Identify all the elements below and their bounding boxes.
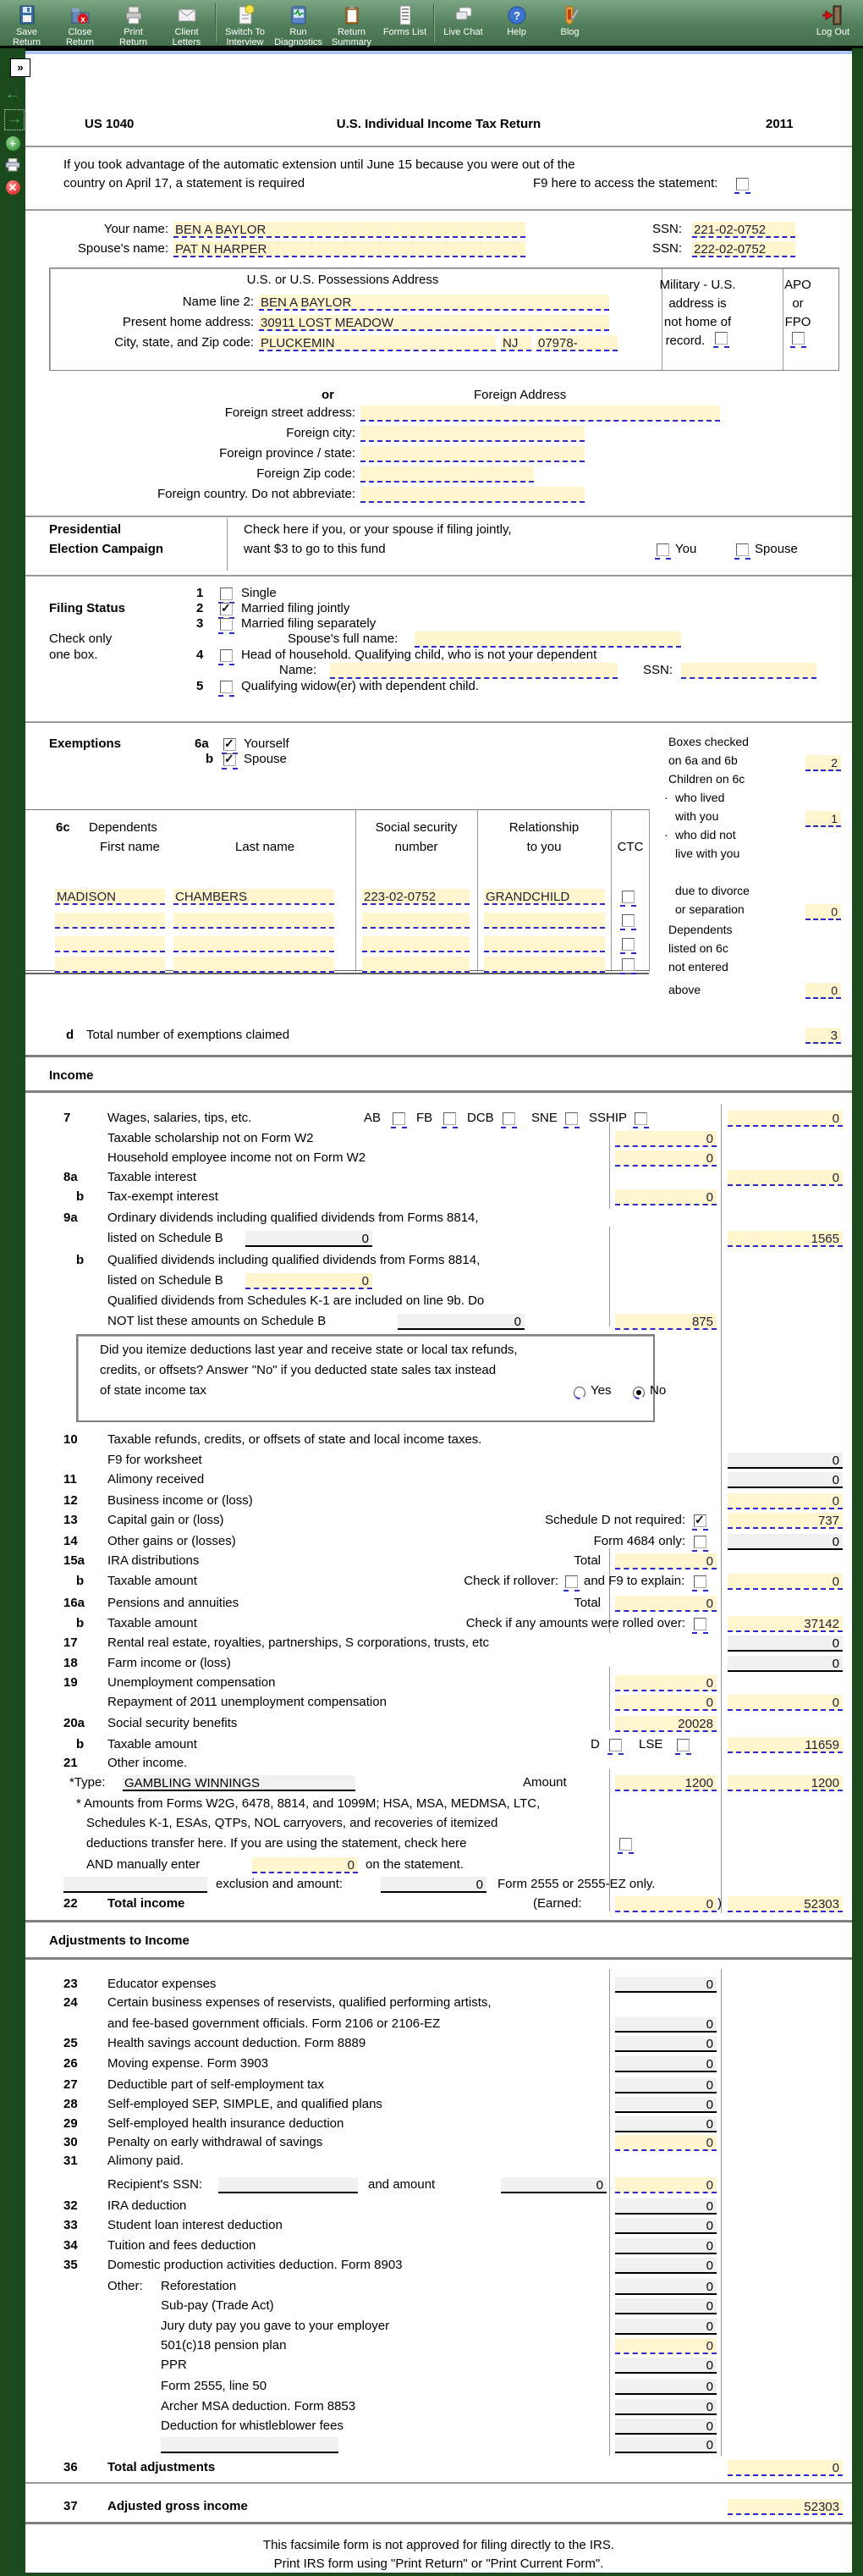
line7-amount[interactable]: 0 [728, 1111, 843, 1127]
boxes-6ab-count: 2 [805, 755, 841, 771]
line16a-row: 16a Pensions and annuities Total 0 [25, 1596, 852, 1615]
taxable-refunds-amount: 0 [728, 1453, 843, 1469]
foreign-city-field[interactable] [360, 426, 585, 442]
earned-income-amount[interactable]: 0 [615, 1896, 717, 1912]
help-button[interactable]: ? Help [490, 3, 543, 37]
exemptions-heading: Exemptions [49, 736, 122, 751]
filing-status-heading: Filing Status [49, 601, 125, 615]
line21-note3: deductions transfer here. If you are using the statement, check here [25, 1836, 852, 1856]
alimony-received-amount: 0 [728, 1472, 843, 1488]
ira-taxable-amount[interactable]: 0 [728, 1574, 843, 1590]
mfs-spouse-name-field[interactable] [415, 632, 681, 648]
capital-gain-amount[interactable]: 737 [728, 1513, 843, 1529]
foreign-zip-row: Foreign Zip code: [25, 466, 852, 486]
exemptions-6a-row: Exemptions 6a ✓ Yourself [25, 736, 852, 756]
line28-row: 28 Self-employed SEP, SIMPLE, and qualified plans 0 [25, 2097, 852, 2116]
divider [25, 1055, 852, 1057]
se-health-insurance-amount: 0 [615, 2116, 717, 2132]
forms-list-icon [378, 3, 432, 27]
line21-note2: Schedules K-1, ESAs, QTPs, NOL carryovers, and recoveries of itemized [86, 1816, 498, 1830]
line33-row: 33 Student loan interest deduction 0 [25, 2218, 852, 2237]
toolbar-separator [433, 3, 435, 42]
line7-scholarship-row: Taxable scholarship not on Form W2 0 [25, 1131, 852, 1150]
ordinary-dividends-amount[interactable]: 1565 [728, 1231, 843, 1247]
se-tax-deduction-amount: 0 [615, 2077, 717, 2093]
line26-row: 26 Moving expense. Form 3903 0 [25, 2056, 852, 2076]
foreign-province-row: Foreign province / state: [25, 446, 852, 466]
line24-row1: 24 Certain business expenses of reservists, qualified performing artists, [63, 1995, 492, 2010]
other-pension-row: 501(c)18 pension plan 0 [25, 2338, 852, 2358]
live-chat-button[interactable]: Live Chat [437, 3, 490, 37]
dependent-last-name[interactable] [173, 957, 334, 973]
left-sidebar [0, 48, 25, 2573]
run-diagnostics-button[interactable]: Run Diagnostics [272, 3, 325, 47]
military-checkbox[interactable] [713, 332, 729, 348]
wages-sship-checkbox[interactable] [633, 1112, 649, 1128]
city-state-zip-row: City, state, and Zip code: PLUCKEMIN NJ 07978- [25, 335, 852, 355]
educator-expenses-amount: 0 [615, 1977, 717, 1993]
tax-form-1040: US 1040 U.S. Individual Income Tax Return 2011 If you took advantage of the automatic extension until June 15 because you were out of the country on April 17, a statement is required F9 here to access the statement: Your name: BEN A BAYLOR SSN: 221-02-0752 Spouse's name: PAT N HARPER SSN: 222-02-0752 U.S. or U.S. Possessions Address Name line 2: BEN A BAYLOR Present home address: 30911 LOST MEADOW City, state, and Zip code: PLUCKEMIN NJ 07978- Military - U.S. address is not home of record. APO or FPO or Foreign Address Foreign street address: Foreign city: Foreign province / state: Foreign Zip code: Foreign country. Do not abbreviate: Presidential Check here if you, or your spouse if filing jointly, Election Campaign want $3 to go to this fund You Spouse 1 Single Filing Status 2 ✓ Married filing jointly 3 Married filing separately Check only Spouse's full name: one box. 4 Head of household. Qualifying child, who is not your dependent Name: SSN: 5 Qualifying widow(er) with dependent child. Exemptions 6a ✓ Yourself b ✓ Spouse Boxes checked on 6a and 6b 2 Children on 6c · who lived with you 1 · who did not live with you due to divorce or separation 0 Dependents listed on 6c not entered above 0 6c Dependents First name Last name Social security number Relationship to you CTC MADISON CHAMBERS 223-02-0752 GRANDCHILD d Total number of exemptions claimed 3 Income 7 Wages, salaries, tips, etc. AB FB DCB SNE SSHIP 0 Taxable scholarship not on Form W2 0 Household employee income not on Form W2 0 8a Taxable interest 0 b Tax-exempt interest 0 9a Ordinary dividends including qualified dividends from Forms 8814, listed on Schedule B 0 1565 b Qualified dividends including qualified dividends from Forms 8814, listed on Schedule B 0 Qualified dividends from Schedules K-1 are included on line 9b. Do NOT list these amounts on Schedule B 0 875 Did you itemize deductions last year and receive state or local tax refunds, credits, or offsets? Answer "No" if you deducted state sales tax instead of state income tax Yes No 10 Taxable refunds, credits, or offsets of state and local income taxes. F9 for worksheet 0 11 Alimony received 0 12 Business income or (loss) 0 13 Capital gain or (loss) Schedule D not required: ✓ 737 14 Other gains or (losses) Form 4684 only: 0 15a IRA distributions Total 0 b Taxable amount Check if rollover: and F9 to explain: 0 16a Pensions and annuities Total 0 b Taxable amount Check if any amounts were rolled over: 37142 17 Rental real estate, royalties, partnerships, S corporations, trusts, etc 0 18 Farm income or (loss) 0 19 Unemployment compensation 0 Repayment of 2011 unemployment compensation 0 0 20a Social security benefits 20028 b Taxable amount D LSE 11659 21 Other income. *Type: GAMBLING WINNINGS Amount 1200 1200 * Amounts from Forms W2G, 6478, 8814, and 1099M; HSA, MSA, MEDMSA, LTC, Schedules K-1, ESAs, QTPs, NOL carryovers, and recoveries of itemized deductions transfer here. If you are using the statement, check here AND manually enter 0 on the statement. exclusion and amount: 0 Form 2555 or 2555-EZ only. 22 Total income (Earned: 0 ) 52303 Adjustments to Income 23 Educator expenses 0 24 Certain business expenses of reservists, qualified performing artists, and fee-based government officials. Form 2106 or 2106-EZ 0 25 Health savings account deduction. Form 8889 0 26 Moving expense. Form 3903 0 27 Deductible part of self-employment tax 0 28 Self-employed SEP, SIMPLE, and qualified plans 0 29 Self-employed health insurance deduction 0 30 Penalty on early withdrawal of savings 0 31 Alimony paid. Recipient's SSN: and amount 0 0 32 IRA deduction 0 33 Student loan interest deduction 0 34 Tuition and fees deduction 0 35 Domestic production activities deduction. Form 8903 0 Other: Reforestation 0 Sub-pay (Trade Act) 0 Jury duty pay you gave to your employer 0 501(c)18 pension plan 0 PPR 0 Form 2555, line 50 0 Archer MSA deduction. Form 8853 0 Deduction for whistleblower fees 0 0 36 Total adjustments 0 37 Adjusted gross income 52303 This facsimile form is not approved for filing directly to the IRS. Print IRS form using "Print Return" or "Print Current Form". [25, 48, 852, 2573]
spouse-name-row: Spouse's name: PAT N HARPER SSN: 222-02-0752 [25, 241, 852, 261]
your-name-row: Your name: BEN A BAYLOR SSN: 221-02-0752 [25, 222, 852, 241]
spouse-name-field[interactable]: PAT N HARPER [173, 241, 525, 257]
ss-d-checkbox[interactable] [607, 1739, 624, 1755]
help-icon [490, 3, 543, 27]
your-ssn-field[interactable]: 221-02-0752 [692, 222, 795, 238]
apo-fpo-note: APO or FPO [758, 276, 838, 350]
print-form-icon[interactable] [4, 158, 21, 176]
dependent-first-name[interactable]: MADISON [55, 889, 165, 905]
early-withdrawal-penalty-amount[interactable]: 0 [615, 2135, 717, 2151]
ira-f9-explain-checkbox[interactable] [692, 1575, 708, 1591]
campaign-spouse-checkbox[interactable] [734, 543, 750, 560]
interview-icon [218, 3, 272, 27]
close-return-button[interactable]: x Close Return [53, 3, 107, 47]
line9b-schb-amount[interactable]: 0 [245, 1273, 372, 1289]
total-adjustments-amount[interactable]: 0 [728, 2460, 843, 2476]
exemptions-6b-row: b ✓ Spouse [25, 752, 852, 771]
line18-row: 18 Farm income or (loss) 0 [25, 1656, 852, 1675]
moving-expense-amount: 0 [615, 2056, 717, 2072]
close-return-icon [53, 3, 107, 27]
line24-row2: and fee-based government officials. Form 2106 or 2106-EZ 0 [25, 2016, 852, 2036]
line21-type-row: *Type: GAMBLING WINNINGS Amount 1200 1200 [25, 1775, 852, 1795]
line9a-row1: 9a Ordinary dividends including qualified dividends from Forms 8814, [63, 1211, 479, 1225]
filing-hoh-row: one box. 4 Head of household. Qualifying child, who is not your dependent [25, 648, 852, 667]
divider [25, 2482, 852, 2484]
other-income-total[interactable]: 1200 [728, 1775, 843, 1791]
manual-statement-amount[interactable]: 0 [252, 1857, 358, 1873]
line11-row: 11 Alimony received 0 [25, 1472, 852, 1492]
f9-statement-label: F9 here to access the statement: [533, 176, 718, 190]
military-note: Military - U.S. address is not home of record. [659, 278, 736, 348]
other-juryduty-row: Jury duty pay you gave to your employer 0 [25, 2319, 852, 2338]
line7-row: 7 Wages, salaries, tips, etc. AB FB DCB SNE SSHIP 0 [25, 1111, 852, 1130]
line21-row: 21 Other income. [63, 1756, 188, 1770]
line27-row: 27 Deductible part of self-employment tax 0 [25, 2077, 852, 2097]
qualified-dividends-amount[interactable]: 875 [615, 1314, 717, 1330]
filing-widow-row: 5 Qualifying widow(er) with dependent child. [25, 679, 852, 698]
taxable-interest-amount[interactable]: 0 [728, 1170, 843, 1186]
live-chat-icon [437, 3, 490, 27]
dependent-ctc-checkbox[interactable] [620, 958, 636, 974]
business-income-amount[interactable]: 0 [728, 1493, 843, 1509]
foreign-country-field[interactable] [360, 487, 585, 503]
svg-text:?: ? [513, 9, 520, 22]
divider [25, 721, 852, 723]
filing-single-row: 1 Single [25, 586, 852, 605]
forward-arrow-icon[interactable]: → [4, 109, 25, 130]
print-icon [107, 3, 160, 27]
line17-row: 17 Rental real estate, royalties, partnerships, S corporations, trusts, etc 0 [25, 1636, 852, 1655]
other-whistleblower-row: Deduction for whistleblower fees 0 [25, 2419, 852, 2438]
other-blank-field [161, 2437, 338, 2453]
client-letters-icon [160, 3, 213, 27]
line9b-k1-row2: NOT list these amounts on Schedule B 0 875 [25, 1314, 852, 1333]
hoh-child-ssn-field[interactable] [681, 663, 816, 679]
ira-rollover-checkbox[interactable] [563, 1575, 580, 1591]
line12-row: 12 Business income or (loss) 0 [25, 1493, 852, 1513]
name-line2-field[interactable]: BEN A BAYLOR [259, 295, 609, 311]
alimony-recipient-ssn-field [218, 2177, 358, 2193]
extension-statement-checkbox[interactable] [734, 178, 750, 194]
svg-text:x: x [80, 15, 85, 25]
line20b-row: b Taxable amount D LSE 11659 [25, 1737, 852, 1757]
line10-row1: 10 Taxable refunds, credits, or offsets of state and local income taxes. [63, 1432, 482, 1447]
children-lived-count: 1 [805, 811, 841, 827]
spouse-ssn-field[interactable]: 222-02-0752 [692, 241, 795, 257]
unemployment-net-amount[interactable]: 0 [728, 1695, 843, 1711]
filing-mfs-row: 3 Married filing separately [25, 616, 852, 636]
exclusion-row: exclusion and amount: 0 Form 2555 or 2555-EZ only. [25, 1877, 852, 1896]
divider [25, 146, 852, 147]
right-margin-strip [852, 48, 863, 2573]
apo-fpo-checkbox[interactable] [790, 332, 806, 348]
presidential-row1: Presidential Check here if you, or your spouse if filing jointly, [49, 522, 512, 537]
footer-line2: Print IRS form using "Print Return" or "Print Current Form". [273, 2557, 604, 2571]
hsa-deduction-amount: 0 [615, 2036, 717, 2052]
adjustments-heading-row [25, 1933, 852, 1953]
other-reforestation-row: Other: Reforestation 0 [25, 2279, 852, 2298]
line31-detail-row: Recipient's SSN: and amount 0 0 [25, 2177, 852, 2197]
print-return-button[interactable]: Print Return [107, 3, 160, 47]
state-field[interactable]: NJ [501, 335, 531, 351]
archer-msa-amount: 0 [615, 2399, 717, 2415]
pension-rollover-checkbox[interactable] [692, 1618, 708, 1634]
line25-row: 25 Health savings account deduction. Form 8889 0 [25, 2036, 852, 2055]
line10-row2: F9 for worksheet 0 [25, 1453, 852, 1472]
city-field[interactable]: PLUCKEMIN [259, 335, 496, 351]
foreign-city-row: Foreign city: [25, 426, 852, 445]
home-address-row: Present home address: 30911 LOST MEADOW [25, 315, 852, 334]
other-archer-row: Archer MSA deduction. Form 8853 0 [25, 2399, 852, 2419]
dependent-ssn[interactable] [362, 957, 470, 973]
line21-note1: * Amounts from Forms W2G, 6478, 8814, and 1099M; HSA, MSA, MEDMSA, LTC, [76, 1796, 541, 1811]
other-form2555-row: Form 2555, line 50 0 [25, 2379, 852, 2398]
hoh-child-name-field[interactable] [330, 663, 618, 679]
line13-row: 13 Capital gain or (loss) Schedule D not required: ✓ 737 [25, 1513, 852, 1532]
dependent-last-name[interactable]: CHAMBERS [173, 889, 334, 905]
exemption-spouse-checkbox[interactable] [222, 753, 238, 769]
toolbar [0, 0, 863, 48]
pensions-total[interactable]: 0 [615, 1596, 717, 1612]
domestic-production-amount: 0 [615, 2258, 717, 2274]
alimony-paid-amount: 0 [501, 2177, 607, 2193]
dependent-ssn[interactable] [362, 936, 470, 952]
dependent-relationship[interactable]: GRANDCHILD [484, 889, 605, 905]
save-icon [0, 3, 53, 27]
rental-income-amount: 0 [728, 1636, 843, 1652]
line8a-row: 8a Taxable interest 0 [25, 1170, 852, 1189]
name-line2-row: Name line 2: BEN A BAYLOR [25, 295, 852, 314]
dependent-ctc-checkbox[interactable] [620, 914, 636, 930]
ira-distributions-total[interactable]: 0 [615, 1553, 717, 1569]
divider [25, 1957, 852, 1960]
scholarship-amount[interactable]: 0 [615, 1131, 717, 1147]
line9b-k1-row1: Qualified dividends from Schedules K-1 are included on line 9b. Do [107, 1294, 485, 1308]
line34-row: 34 Tuition and fees deduction 0 [25, 2238, 852, 2258]
dependent-first-name[interactable] [55, 936, 165, 952]
zip-field[interactable]: 07978- [536, 335, 618, 351]
line9a-row2: listed on Schedule B 0 1565 [25, 1231, 852, 1250]
line36-row: 36 Total adjustments 0 [25, 2460, 852, 2479]
filing-mfj-row: Filing Status 2 ✓ Married filing jointly [25, 601, 852, 621]
home-address-field[interactable]: 30911 LOST MEADOW [259, 315, 609, 331]
tax-exempt-interest-amount[interactable]: 0 [615, 1189, 717, 1205]
line14-row: 14 Other gains or (losses) Form 4684 only: 0 [25, 1534, 852, 1553]
wages-sne-checkbox[interactable] [563, 1112, 580, 1128]
unemployment-amount[interactable]: 0 [615, 1675, 717, 1691]
form-title: U.S. Individual Income Tax Return [336, 117, 541, 131]
form-id: US 1040 [85, 117, 135, 131]
line30-row: 30 Penalty on early withdrawal of savings 0 [25, 2135, 852, 2154]
schedule-d-not-required-checkbox[interactable] [692, 1514, 708, 1531]
footer-line1: This facsimile form is not approved for filing directly to the IRS. [262, 2538, 615, 2552]
other-blank-amount: 0 [615, 2437, 717, 2453]
save-return-button[interactable]: Save Return [0, 3, 53, 47]
unemployment-repayment-amount[interactable]: 0 [615, 1695, 717, 1711]
exemptions-total-row: d Total number of exemptions claimed 3 [25, 1028, 852, 1047]
itemize-no-radio[interactable] [633, 1387, 645, 1399]
back-arrow-icon[interactable]: ← [4, 85, 21, 103]
line19-repayment-row: Repayment of 2011 unemployment compensation 0 0 [25, 1695, 852, 1714]
student-loan-interest-amount: 0 [615, 2218, 717, 2234]
toolbar-separator [215, 3, 217, 42]
ira-deduction-amount: 0 [615, 2198, 717, 2215]
jury-duty-amount: 0 [615, 2319, 717, 2335]
divider [25, 1090, 852, 1093]
dependent-first-name[interactable] [55, 913, 165, 929]
dependent-ctc-checkbox[interactable] [620, 891, 636, 907]
blog-icon [543, 3, 596, 27]
dependent-last-name[interactable] [173, 936, 334, 952]
wages-fb-checkbox[interactable] [442, 1112, 458, 1128]
dependent-relationship[interactable] [484, 913, 605, 929]
tuition-fees-amount: 0 [615, 2238, 717, 2254]
other-subpay-row: Sub-pay (Trade Act) 0 [25, 2298, 852, 2318]
sep-simple-amount: 0 [615, 2097, 717, 2113]
delete-form-icon[interactable]: ✕ [4, 180, 21, 195]
social-security-benefits-amount[interactable]: 20028 [615, 1716, 717, 1732]
household-income-amount[interactable]: 0 [615, 1150, 717, 1167]
other-gains-amount: 0 [728, 1534, 843, 1550]
line23-row: 23 Educator expenses 0 [25, 1977, 852, 1996]
line31-row: 31 Alimony paid. [63, 2154, 184, 2168]
foreign-street-field[interactable] [360, 405, 720, 422]
diagnostics-icon [272, 3, 325, 27]
other-ppr-row: PPR 0 [25, 2358, 852, 2377]
foreign-street-row: Foreign street address: [25, 405, 852, 425]
income-heading-row [25, 1068, 852, 1088]
us-address-title-row: U.S. or U.S. Possessions Address [246, 273, 439, 287]
form-4684-only-checkbox[interactable] [692, 1536, 708, 1552]
other-income-type-field: GAMBLING WINNINGS [123, 1775, 355, 1791]
client-letters-button[interactable]: Client Letters [160, 3, 213, 47]
divider [25, 516, 852, 517]
agi-amount[interactable]: 52303 [728, 2499, 843, 2515]
adjustments-heading: Adjustments to Income [49, 1933, 190, 1948]
dependents-not-entered-count: 0 [805, 983, 841, 999]
add-form-icon[interactable]: + [4, 136, 21, 151]
dependent-relationship[interactable] [484, 936, 605, 952]
line9a-schb-amount: 0 [245, 1231, 372, 1247]
line22-row: 22 Total income (Earned: 0 ) 52303 [25, 1896, 852, 1916]
line15b-row: b Taxable amount Check if rollover: and F9 to explain: 0 [25, 1574, 852, 1593]
income-heading: Income [49, 1068, 94, 1083]
foreign-country-row: Foreign country. Do not abbreviate: [25, 487, 852, 506]
filing-spouse-fullname-row: Check only Spouse's full name: [25, 632, 852, 651]
line20a-row: 20a Social security benefits 20028 [25, 1716, 852, 1735]
line9b-row1: b Qualified dividends including qualified dividends from Forms 8814, [76, 1253, 481, 1267]
campaign-you-checkbox[interactable] [655, 543, 671, 560]
exemptions-total-value: 3 [805, 1028, 841, 1044]
divider [25, 209, 852, 211]
children-divorce-count: 0 [805, 904, 841, 920]
summary-icon [325, 3, 378, 27]
exclusion-amount: 0 [381, 1877, 486, 1893]
line21-note4: AND manually enter 0 on the statement. [86, 1857, 464, 1873]
line9b-row2: listed on Schedule B 0 [25, 1273, 852, 1293]
total-income-amount[interactable]: 52303 [728, 1896, 843, 1912]
foreign-province-field[interactable] [360, 446, 585, 462]
logout-button[interactable]: Log Out [806, 3, 860, 37]
wages-dcb-checkbox[interactable] [501, 1112, 517, 1128]
divider [25, 575, 852, 576]
line32-row: 32 IRA deduction 0 [25, 2198, 852, 2218]
switch-to-interview-button[interactable]: Switch To Interview [218, 3, 272, 47]
divider [25, 2522, 852, 2524]
blog-button[interactable]: Blog [543, 3, 596, 37]
dependent-ssn[interactable] [362, 913, 470, 929]
foreign-header-row: or Foreign Address [322, 388, 567, 402]
form-title-row [25, 117, 852, 136]
form2555-line50-amount: 0 [615, 2379, 717, 2395]
foreign-zip-field[interactable] [360, 466, 534, 483]
logout-icon [806, 3, 860, 27]
ss-lse-checkbox[interactable] [675, 1739, 691, 1755]
other-blank-row [25, 2437, 852, 2457]
reforestation-amount: 0 [615, 2279, 717, 2295]
subpay-amount: 0 [615, 2298, 717, 2314]
dependent-ctc-checkbox[interactable] [620, 938, 636, 954]
dependent-relationship[interactable] [484, 957, 605, 973]
form-year: 2011 [766, 117, 794, 131]
whistleblower-fees-amount: 0 [615, 2419, 717, 2435]
divider [25, 1920, 852, 1922]
farm-income-amount: 0 [728, 1656, 843, 1672]
line16b-row: b Taxable amount Check if any amounts were rolled over: 37142 [25, 1616, 852, 1636]
line19-row: 19 Unemployment compensation 0 [25, 1675, 852, 1695]
filing-hoh-child-row: Name: SSN: [25, 663, 852, 682]
ss-taxable-amount[interactable]: 11659 [728, 1737, 843, 1753]
line35-row: 35 Domestic production activities deduction. Form 8903 0 [25, 2258, 852, 2277]
alimony-paid-total[interactable]: 0 [615, 2177, 717, 2193]
line7-household-row: Household employee income not on Form W2 0 [25, 1150, 852, 1170]
pensions-taxable-amount[interactable]: 37142 [728, 1616, 843, 1632]
dependent-last-name[interactable] [173, 913, 334, 929]
dependent-first-name[interactable] [55, 957, 165, 973]
wages-ab-checkbox[interactable] [391, 1112, 407, 1128]
forms-list-button[interactable]: Forms List [378, 3, 432, 37]
ppr-amount: 0 [615, 2358, 717, 2374]
filing-widow-checkbox[interactable] [218, 681, 234, 697]
itemize-yes-radio[interactable] [574, 1387, 585, 1399]
exclusion-type-field [63, 1877, 207, 1893]
dependent-ssn[interactable]: 223-02-0752 [362, 889, 470, 905]
line15a-row: 15a IRA distributions Total 0 [25, 1553, 852, 1573]
return-summary-button[interactable]: Return Summary [325, 3, 378, 47]
presidential-row2: Election Campaign want $3 to go to this fund You Spouse [25, 542, 852, 561]
line37-row: 37 Adjusted gross income 52303 [25, 2499, 852, 2518]
pension-501c18-amount[interactable]: 0 [615, 2338, 717, 2354]
business-expenses-amount: 0 [615, 2016, 717, 2033]
line29-row: 29 Self-employed health insurance deduction 0 [25, 2116, 852, 2136]
expand-panel-tab[interactable]: » [10, 58, 30, 77]
extension-note-line1: If you took advantage of the automatic extension until June 15 because you were out of the [63, 157, 575, 172]
line8b-row: b Tax-exempt interest 0 [25, 1189, 852, 1209]
other-income-amount[interactable]: 1200 [615, 1775, 717, 1791]
line9b-k1-amount: 0 [398, 1314, 525, 1330]
extension-note-line2: country on April 17, a statement is required F9 here to access the statement: [25, 176, 852, 196]
statement-check-here-checkbox[interactable] [618, 1838, 634, 1854]
your-name-field[interactable]: BEN A BAYLOR [173, 222, 525, 238]
